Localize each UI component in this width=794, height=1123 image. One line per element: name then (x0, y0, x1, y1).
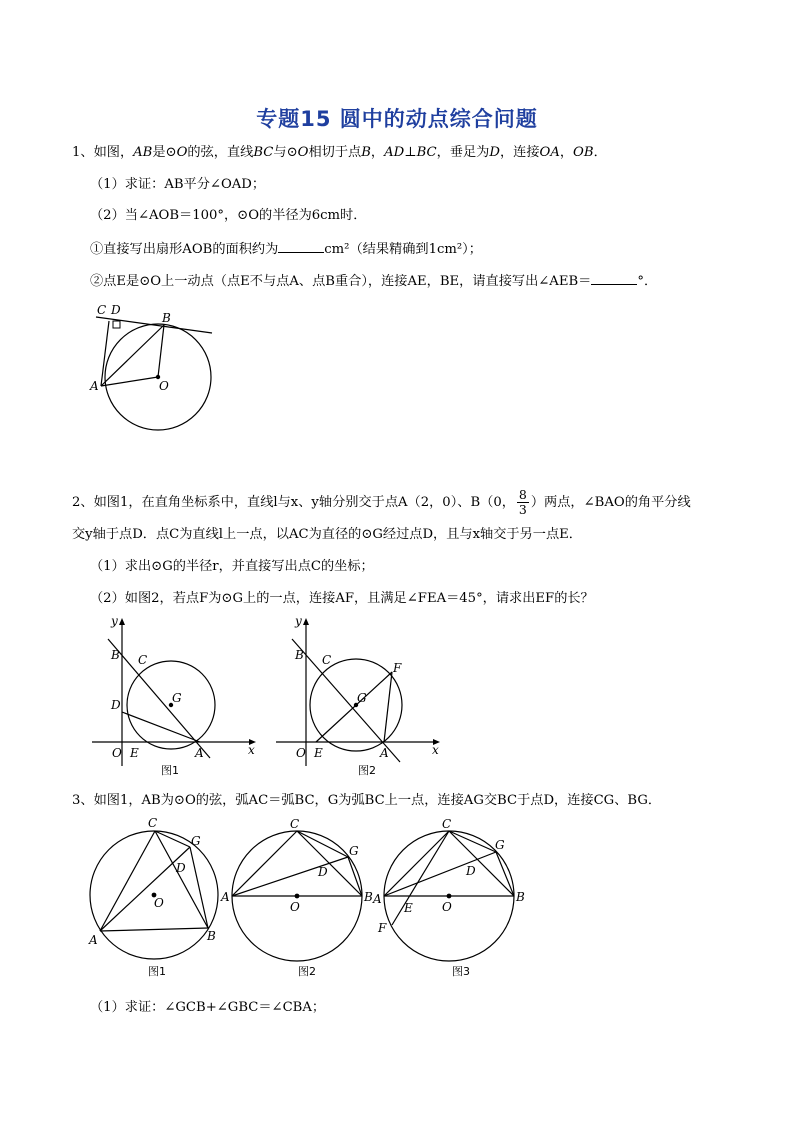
label-C: C (442, 817, 452, 831)
fig3-caption: 图3 (452, 965, 470, 978)
label-B: B (207, 929, 216, 943)
label-A: A (195, 746, 204, 760)
fraction-8-3: $\frac{8}{3}$ (518, 487, 527, 517)
q2-stem-line1: 2、如图1，在直角坐标系中，直线l与x、y轴分别交于点A（2，0）、B（0， $\frac{8}{3}$ ）两点，∠BAO的角平分线 (72, 487, 691, 517)
label-C: C (138, 653, 148, 667)
label-C: C (290, 817, 300, 831)
q1-part2: （2）当∠AOB＝100°，⊙O的半径为6cm时． (90, 208, 367, 223)
label-O: O (112, 746, 122, 760)
label-A: A (380, 746, 389, 760)
label-G: G (172, 691, 182, 705)
label-A: A (90, 379, 99, 393)
label-B: B (364, 890, 373, 904)
q1-part1: （1）求证：AB平分∠OAD； (90, 177, 266, 192)
label-E: E (314, 746, 323, 760)
label-D: D (111, 303, 121, 317)
label-F: F (393, 661, 402, 675)
label-D: D (111, 698, 121, 712)
q3-figure1 (86, 814, 230, 980)
label-B: B (516, 890, 525, 904)
label-A: A (89, 933, 98, 947)
q1-stem: 1、如图，AB是⊙O的弦，直线BC与⊙O相切于点B，AD⊥BC，垂足为D，连接OA，OB． (72, 145, 607, 160)
label-G: G (495, 838, 505, 852)
label-B: B (111, 648, 120, 662)
label-E: E (130, 746, 139, 760)
label-G: G (349, 844, 359, 858)
label-G: G (357, 691, 367, 705)
label-B: B (295, 648, 304, 662)
fig1-caption: 图1 (161, 764, 179, 777)
q1-part2-sub2: ②点E是⊙O上一动点（点E不与点A、点B重合），连接AE，BE，请直接写出∠AEB＝ °． (90, 274, 658, 289)
answer-blank (278, 240, 324, 253)
fig1-caption: 图1 (148, 965, 166, 978)
label-D: D (318, 865, 328, 879)
q3-figure3 (370, 814, 530, 980)
label-x: x (432, 743, 439, 757)
label-D: D (466, 864, 476, 878)
answer-blank (591, 272, 637, 285)
fig2-caption: 图2 (298, 965, 316, 978)
label-A: A (373, 892, 382, 906)
fig2-caption: 图2 (358, 764, 376, 777)
label-y: y (295, 614, 302, 628)
label-A: A (221, 890, 230, 904)
label-x: x (248, 743, 255, 757)
q2-part2: （2）如图2，若点F为⊙G上的一点，连接AF，且满足∠FEA＝45°，请求出EF的长？ (90, 591, 594, 606)
q1-part2-sub1: ①直接写出扇形AOB的面积约为 cm²（结果精确到1cm²）； (90, 242, 482, 257)
label-G: G (191, 834, 201, 848)
label-y: y (111, 614, 118, 628)
q1-figure (88, 300, 223, 440)
q3-figure2 (218, 814, 378, 980)
label-C: C (322, 653, 332, 667)
label-E: E (404, 901, 413, 915)
label-D: D (176, 861, 186, 875)
label-C: C (148, 816, 158, 830)
q2-stem-line2: 交y轴于点D．点C为直线l上一点，以AC为直径的⊙G经过点D，且与x轴交于另一点E． (72, 527, 582, 542)
q3-stem: 3、如图1，AB为⊙O的弦，弧AC＝弧BC，G为弧BC上一点，连接AG交BC于点D，连接CG、BG． (72, 793, 662, 808)
label-O: O (442, 900, 452, 914)
label-C: C (97, 303, 107, 317)
q2-figure2 (272, 614, 448, 780)
q2-part1: （1）求出⊙G的半径r，并直接写出点C的坐标； (90, 559, 374, 574)
label-O: O (154, 896, 164, 910)
label-O: O (296, 746, 306, 760)
q3-part1: （1）求证：∠GCB+∠GBC＝∠CBA； (90, 1000, 326, 1015)
label-O: O (290, 900, 300, 914)
label-B: B (162, 311, 171, 325)
q2-figure1 (88, 614, 264, 780)
page-title: 专题15 圆中的动点综合问题 (256, 107, 538, 131)
label-O: O (159, 379, 169, 393)
label-F: F (378, 921, 387, 935)
